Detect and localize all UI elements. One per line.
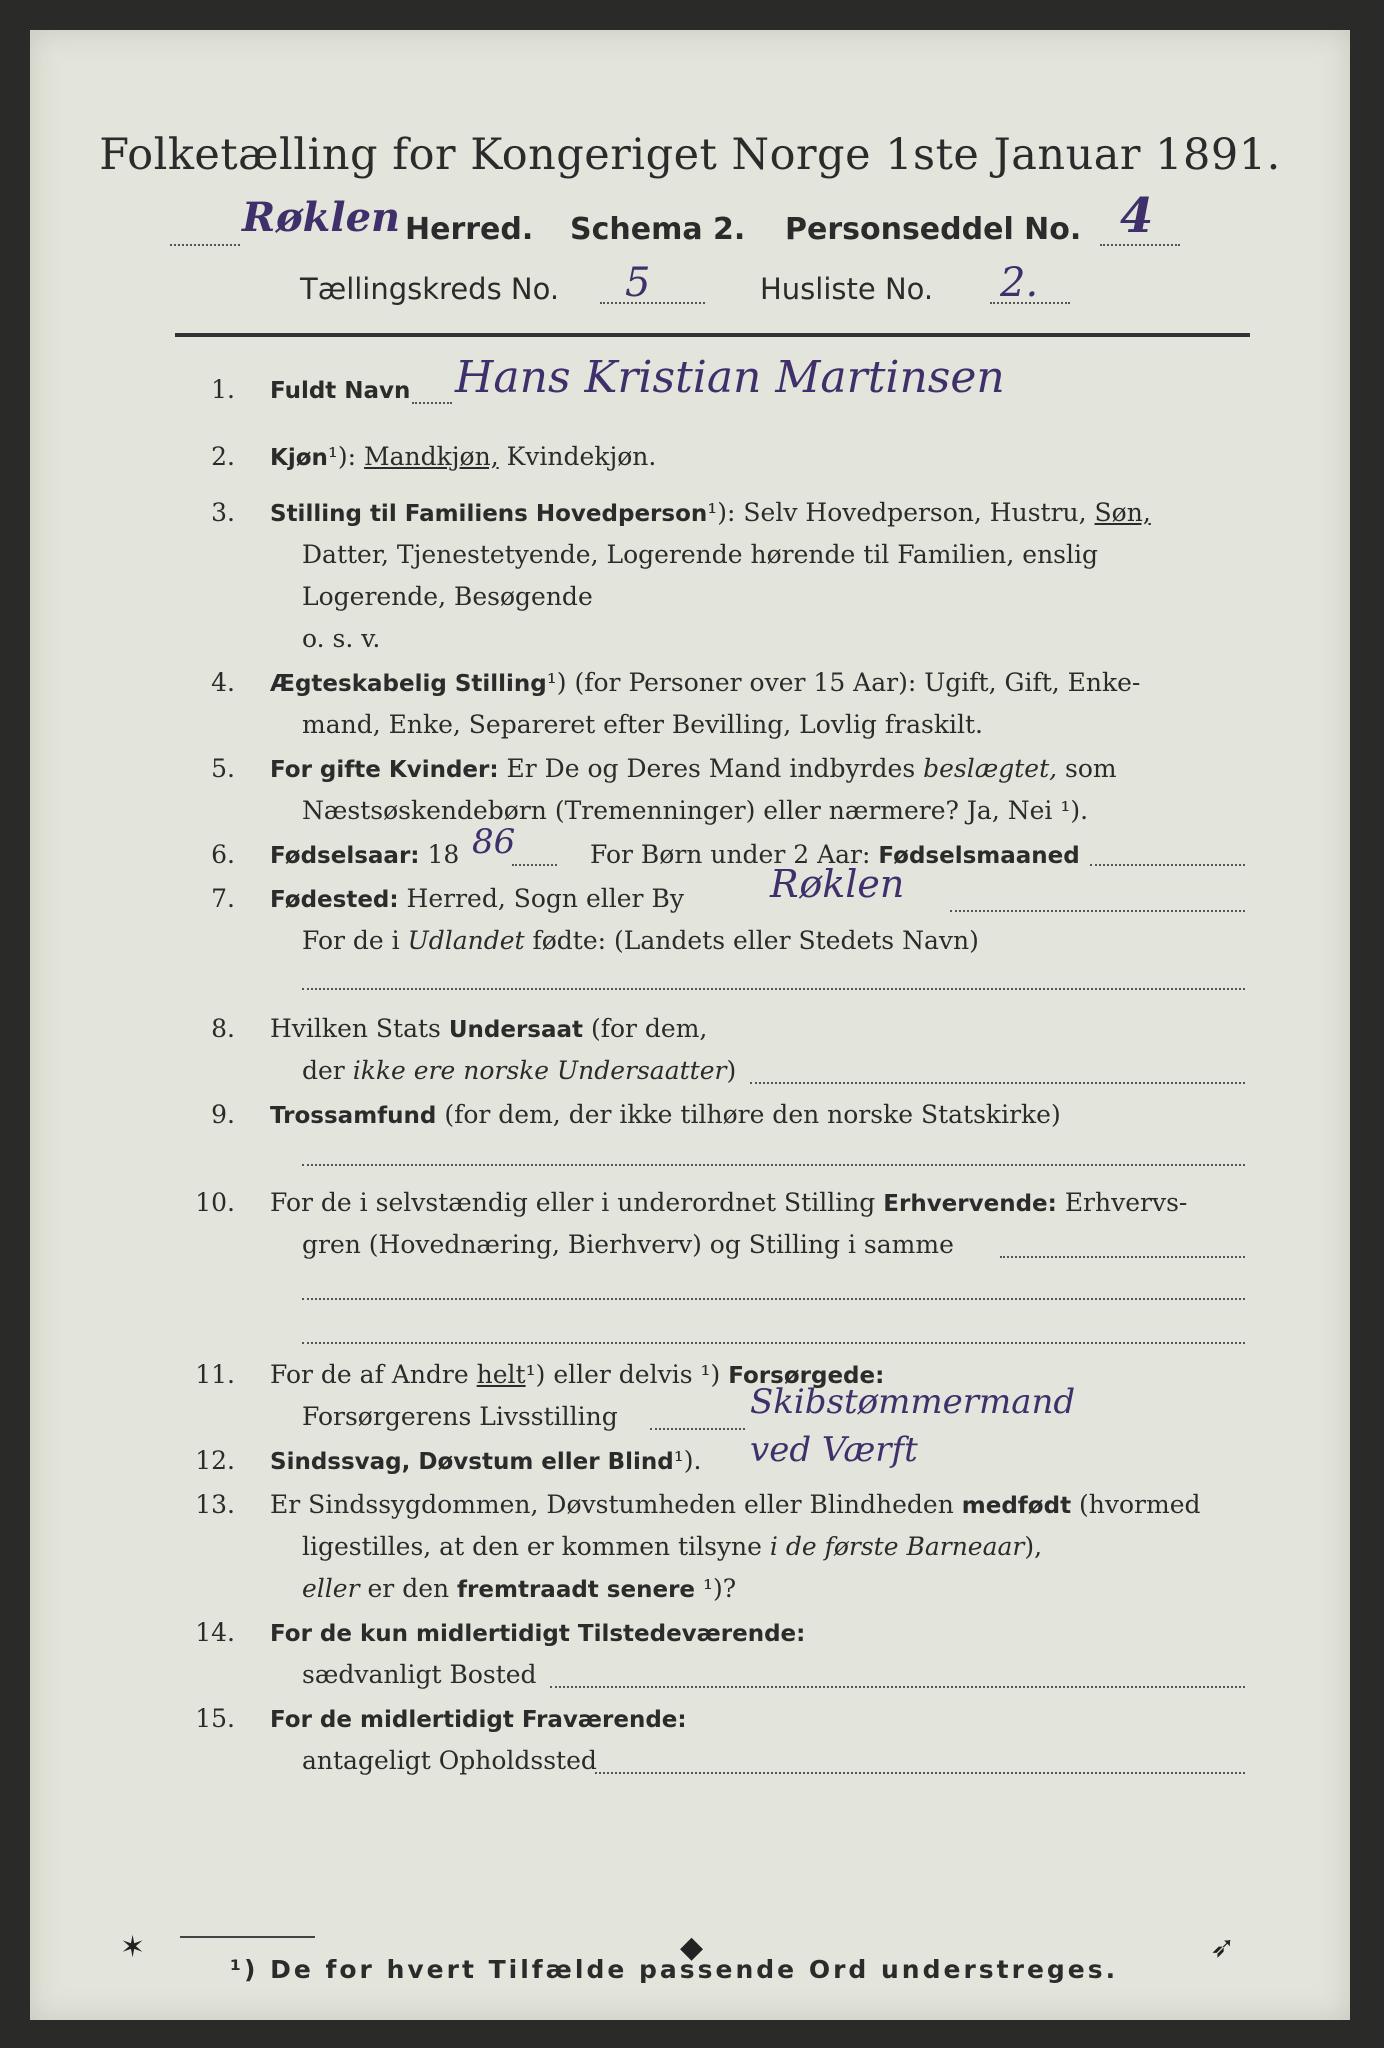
item-3-line-1: Stilling til Familiens Hovedperson¹): Selv Hovedperson, Hustru, Søn, [270,498,1151,527]
item-5-line-1: For gifte Kvinder: Er De og Deres Mand indbyrdes beslægtet, som [270,754,1117,783]
item-3-number: 3. [211,498,235,527]
full-name-value: Hans Kristian Martinsen [455,352,1005,403]
item-13-number: 13. [195,1490,235,1519]
item-10-number: 10. [195,1188,235,1217]
item-3-line-2: Datter, Tjenestetyende, Logerende hørende til Familien, enslig [302,540,1099,569]
item-12-number: 12. [195,1446,235,1475]
herred-row [170,188,1250,256]
item-2-text: Kjøn¹): Mandkjøn, Kvindekjøn. [270,442,657,471]
item-15-line-1: For de midlertidigt Fraværende: [270,1707,687,1733]
item-9-line-1: Trossamfund (for dem, der ikke tilhøre den norske Statskirke) [270,1100,1061,1129]
footnote: ¹) De for hvert Tilfælde passende Ord understreges. [230,1955,1119,1984]
census-form-page [30,30,1350,2020]
item-7-line-2: For de i Udlandet fødte: (Landets eller Stedets Navn) [302,926,979,955]
item-14-number: 14. [195,1618,235,1647]
item-13-line-3: eller er den fremtraadt senere ¹)? [302,1574,737,1603]
herred-label: Herred. [405,212,534,247]
item-1-number: 1. [211,375,235,404]
item-1-label: Fuldt Navn [270,378,411,404]
item-15-line-2: antageligt Opholdssted [302,1746,597,1775]
item-13-line-1: Er Sindssygdommen, Døvstumheden eller Blindheden medfødt (hvormed [270,1490,1201,1519]
item-4-line-2: mand, Enke, Separeret efter Bevilling, Lovlig fraskilt. [302,710,983,739]
item-6-under-2: For Børn under 2 Aar: Fødselsmaaned [590,840,1080,869]
footnote-rule [180,1936,315,1938]
item-9-number: 9. [211,1100,235,1129]
item-14-line-1: For de kun midlertidigt Tilstedeværende: [270,1621,806,1647]
item-6-number: 6. [211,840,235,869]
item-8-line-2: der ikke ere norske Undersaatter) [302,1056,737,1085]
item-11-line-2: Forsørgerens Livsstilling [302,1402,618,1431]
birth-year-value: 86 [472,822,516,862]
item-11-number: 11. [195,1360,235,1389]
item-5-line-2: Næstsøskendebørn (Tremenninger) eller nærmere? Ja, Nei ¹). [302,796,1089,825]
item-5-number: 5. [211,754,235,783]
item-3-line-3: Logerende, Besøgende [302,582,593,611]
item-7-number: 7. [211,884,235,913]
item-2-number: 2. [211,442,235,471]
form-title: Folketælling for Kongeriget Norge 1ste Januar 1891. [99,130,1281,180]
item-13-line-2: ligestilles, at den er kommen tilsyne i de første Barneaar), [302,1532,1043,1561]
corner-mark-icon: ➶ [1210,1930,1236,1965]
item-7-line-1: Fødested: Herred, Sogn eller By [270,884,684,913]
item-4-number: 4. [211,668,235,697]
schema-label: Schema 2. [570,212,746,247]
item-6-text: Fødselsaar: 18 [270,840,460,869]
item-12-text: Sindssvag, Døvstum eller Blind¹). [270,1446,702,1475]
corner-mark-icon: ✶ [120,1930,146,1965]
center-mark-icon: ◆ [680,1930,704,1965]
item-10-line-2: gren (Hovednæring, Bierhverv) og Stilling i samme [302,1230,954,1259]
personseddel-label: Personseddel No. [785,212,1082,247]
item-11-line-1: For de af Andre helt¹) eller delvis ¹) Forsørgede: [270,1360,885,1389]
item-10-line-1: For de i selvstændig eller i underordnet Stilling Erhvervende: Erhvervs- [270,1188,1188,1217]
personseddel-value: 4 [1120,188,1154,244]
kreds-row [300,260,1120,312]
item-12-continuation-value: ved Værft [750,1430,918,1470]
item-8-line-1: Hvilken Stats Undersaat (for dem, [270,1014,708,1043]
provider-occupation-value: Skibstømmermand [750,1382,1076,1422]
kreds-label: Tællingskreds No. [300,272,560,306]
birthplace-value: Røklen [770,862,905,906]
item-15-number: 15. [195,1704,235,1733]
item-3-line-4: o. s. v. [302,624,381,653]
husliste-label: Husliste No. [760,272,934,306]
item-14-line-2: sædvanligt Bosted [302,1660,537,1689]
herred-value: Røklen [242,194,401,241]
item-4-line-1: Ægteskabelig Stilling¹) (for Personer over 15 Aar): Ugift, Gift, Enke- [270,668,1141,697]
header-rule [175,333,1250,337]
kreds-value: 5 [625,260,651,306]
item-8-number: 8. [211,1014,235,1043]
husliste-value: 2. [1000,260,1039,306]
